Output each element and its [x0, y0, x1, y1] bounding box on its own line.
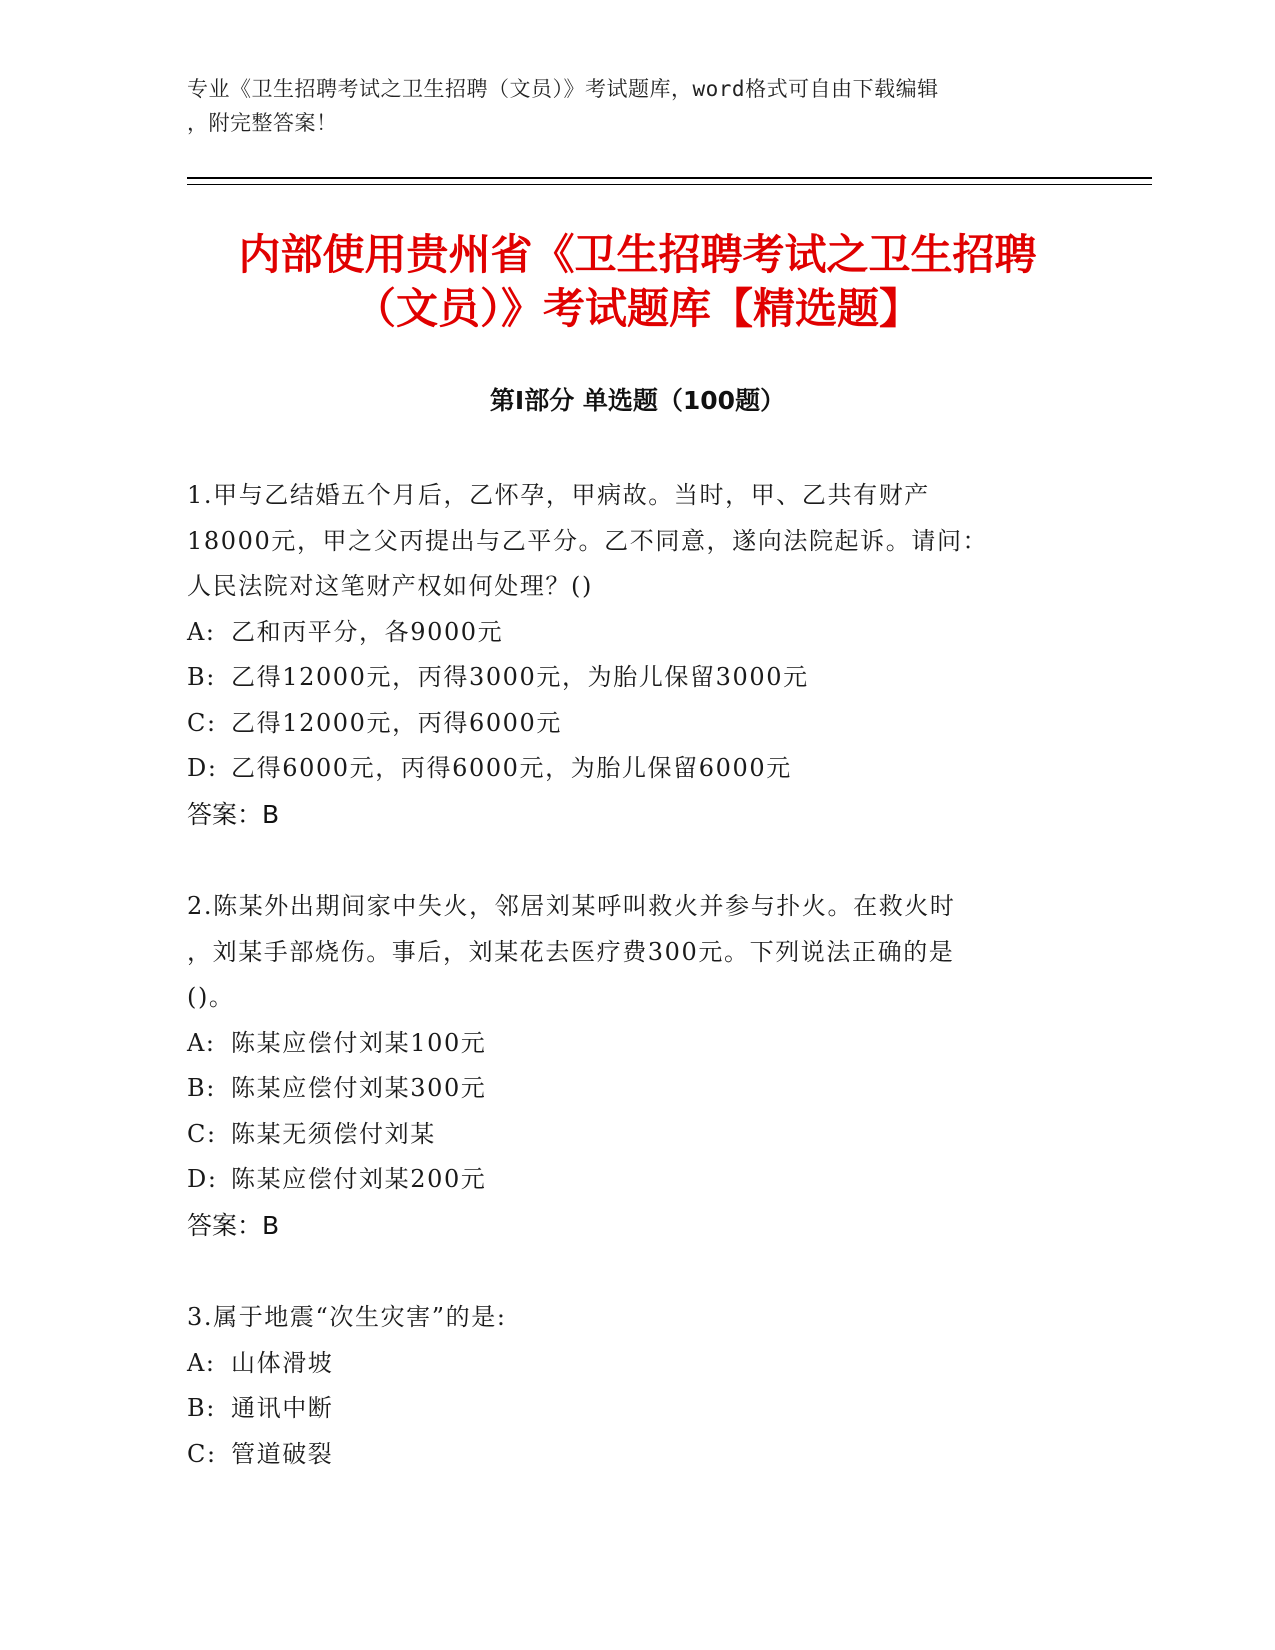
option-b — [187, 1386, 1067, 1432]
option-key: C: — [187, 708, 217, 737]
option-key: B: — [187, 1394, 216, 1422]
option-b — [187, 655, 1067, 701]
header-note-line: 专业《卫生招聘考试之卫生招聘（文员）》考试题库，word格式可自由下载编辑 — [187, 77, 939, 101]
question-stem-line: 人民法院对这笔财产权如何处理？() — [187, 572, 593, 600]
header-divider-thin — [187, 184, 1152, 185]
option-a — [187, 1021, 1067, 1067]
option-key: C: — [187, 1439, 217, 1468]
option-c — [187, 1432, 1067, 1478]
option-a — [187, 610, 1067, 656]
option-d — [187, 746, 1067, 792]
question-stem-line: ，刘某手部烧伤。事后，刘某花去医疗费300元。下列说法正确的是 — [187, 937, 955, 966]
option-text: 陈某应偿付刘某100元 — [231, 1028, 487, 1057]
header-note-line: ，附完整答案！ — [187, 111, 338, 135]
option-key: B: — [187, 663, 216, 691]
option-key: D: — [187, 1165, 218, 1193]
question-item — [187, 473, 1067, 837]
option-text: 陈某应偿付刘某300元 — [231, 1074, 487, 1102]
option-text: 乙得12000元，丙得3000元，为胎儿保留3000元 — [231, 663, 809, 691]
option-text: 乙得12000元，丙得6000元 — [231, 708, 563, 737]
option-key: C: — [187, 1119, 217, 1148]
option-text: 陈某应偿付刘某200元 — [231, 1165, 487, 1193]
answer-line: 答案：B — [187, 1210, 280, 1240]
question-item — [187, 884, 1067, 1248]
question-list — [187, 473, 1067, 1524]
option-text: 乙得6000元，丙得6000元，为胎儿保留6000元 — [231, 754, 792, 782]
option-d — [187, 1157, 1067, 1203]
option-key: A: — [187, 617, 216, 646]
option-text: 陈某无须偿付刘某 — [231, 1119, 436, 1148]
question-stem-line: 3.属于地震“次生灾害”的是: — [187, 1303, 507, 1331]
question-stem-line: 1.甲与乙结婚五个月后，乙怀孕，甲病故。当时，甲、乙共有财产 — [187, 481, 930, 509]
option-text: 管道破裂 — [231, 1439, 334, 1468]
section-heading: 第Ⅰ部分 单选题（100题） — [489, 386, 786, 415]
question-stem-line: 18000元，甲之父丙提出与乙平分。乙不同意，遂向法院起诉。请问： — [187, 526, 989, 555]
header-divider-thick — [187, 177, 1152, 179]
option-text: 通讯中断 — [231, 1394, 334, 1422]
document-title-line: （文员）》考试题库【精选题】 — [353, 284, 921, 333]
option-c — [187, 701, 1067, 747]
option-key: D: — [187, 754, 218, 782]
document-title-line: 内部使用贵州省《卫生招聘考试之卫生招聘 — [238, 230, 1037, 279]
option-c — [187, 1112, 1067, 1158]
option-text: 乙和丙平分，各9000元 — [231, 617, 504, 646]
option-key: B: — [187, 1074, 216, 1102]
document-title — [0, 228, 1275, 336]
question-item — [187, 1295, 1067, 1477]
header-note — [187, 72, 1087, 140]
option-key: A: — [187, 1028, 216, 1057]
option-text: 山体滑坡 — [231, 1348, 334, 1377]
option-key: A: — [187, 1348, 216, 1377]
option-a — [187, 1341, 1067, 1387]
question-stem-line: ()。 — [187, 983, 235, 1011]
answer-line: 答案：B — [187, 799, 280, 829]
question-stem-line: 2.陈某外出期间家中失火，邻居刘某呼叫救火并参与扑火。在救火时 — [187, 892, 956, 920]
option-b — [187, 1066, 1067, 1112]
